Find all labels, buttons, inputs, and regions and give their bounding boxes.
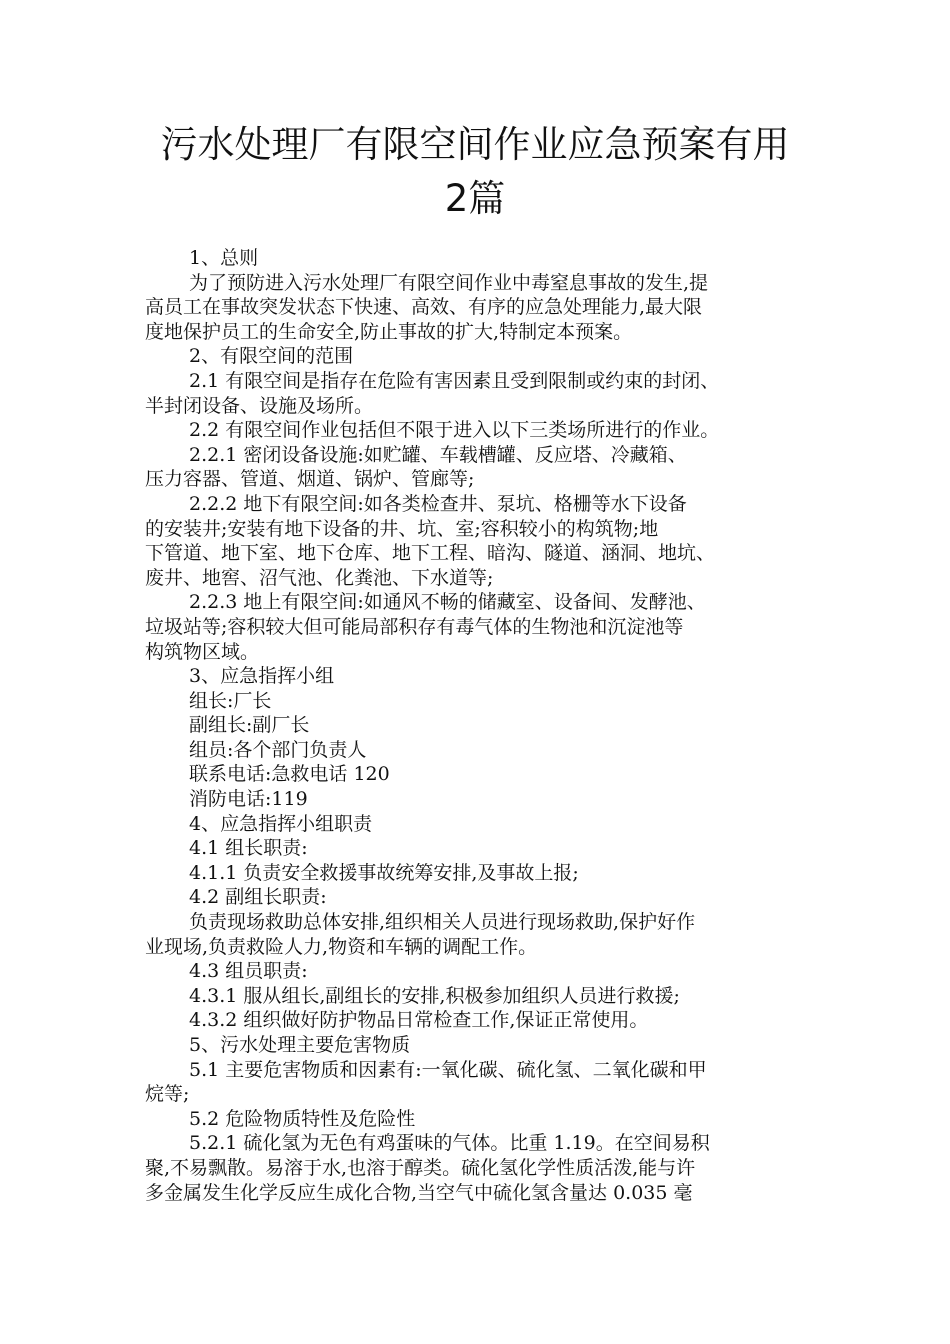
document-title	[0, 118, 950, 226]
text-line: 组长:厂长	[189, 689, 272, 712]
text-line: 5.2 危险物质特性及危险性	[189, 1107, 416, 1130]
text-line: 4.1.1 负责安全救援事故统筹安排,及事故上报;	[189, 861, 579, 884]
text-line: 2.1 有限空间是指存在危险有害因素且受到限制或约束的封闭、	[189, 369, 720, 392]
text-line: 4.1 组长职责:	[189, 837, 308, 860]
text-line: 2、有限空间的范围	[189, 345, 354, 368]
text-line: 组员:各个部门负责人	[189, 738, 367, 761]
text-line: 4.3.2 组织做好防护物品日常检查工作,保证正常使用。	[189, 1009, 649, 1032]
text-line: 5.1 主要危害物质和因素有:一氧化碳、硫化氢、二氧化碳和甲	[189, 1058, 707, 1081]
text-line: 消防电话:119	[189, 788, 308, 811]
text-line: 4.3 组员职责:	[189, 960, 308, 983]
text-line: 的安装井;安装有地下设备的井、坑、室;容积较小的构筑物;地	[145, 517, 659, 540]
title-line-2: 2篇	[444, 177, 506, 220]
text-line: 2.2 有限空间作业包括但不限于进入以下三类场所进行的作业。	[189, 419, 720, 442]
text-line: 半封闭设备、设施及场所。	[145, 394, 374, 417]
text-line: 为了预防进入污水处理厂有限空间作业中毒窒息事故的发生,提	[189, 271, 709, 294]
text-line: 业现场,负责救险人力,物资和车辆的调配工作。	[145, 935, 538, 958]
text-line: 高员工在事故突发状态下快速、高效、有序的应急处理能力,最大限	[145, 296, 703, 319]
text-line: 聚,不易飘散。易溶于水,也溶于醇类。硫化氢化学性质活泼,能与许	[145, 1156, 696, 1179]
text-line: 2.2.1 密闭设备设施:如贮罐、车载槽罐、反应塔、冷藏箱、	[189, 443, 687, 466]
text-line: 1、总则	[189, 247, 259, 269]
text-line: 压力容器、管道、烟道、锅炉、管廊等;	[145, 468, 475, 491]
text-line: 4.3.1 服从组长,副组长的安排,积极参加组织人员进行救援;	[189, 984, 680, 1007]
text-line: 下管道、地下室、地下仓库、地下工程、暗沟、隧道、涵洞、地坑、	[145, 542, 716, 565]
text-line: 5.2.1 硫化氢为无色有鸡蛋味的气体。比重 1.19。在空间易积	[189, 1132, 710, 1155]
text-line: 垃圾站等;容积较大但可能局部积存有毒气体的生物池和沉淀池等	[145, 615, 684, 638]
text-line: 4.2 副组长职责:	[189, 886, 327, 909]
text-line: 烷等;	[145, 1083, 190, 1106]
text-line: 3、应急指挥小组	[189, 665, 335, 688]
text-line: 2.2.2 地下有限空间:如各类检查井、泵坑、格栅等水下设备	[189, 492, 687, 515]
text-line: 联系电话:急救电话 120	[189, 763, 390, 786]
text-line: 负责现场救助总体安排,组织相关人员进行现场救助,保护好作	[189, 911, 696, 934]
text-line: 构筑物区域。	[145, 640, 260, 663]
text-line: 5、污水处理主要危害物质	[189, 1034, 411, 1056]
text-line: 副组长:副厂长	[189, 714, 310, 737]
title-line-1: 污水处理厂有限空间作业应急预案有用	[160, 123, 790, 166]
text-line: 废井、地窖、沼气池、化粪池、下水道等;	[145, 566, 494, 589]
document-body	[145, 246, 817, 1205]
text-line: 度地保护员工的生命安全,防止事故的扩大,特制定本预案。	[145, 320, 633, 343]
text-line: 2.2.3 地上有限空间:如通风不畅的储藏室、设备间、发酵池、	[189, 591, 706, 614]
text-line: 多金属发生化学反应生成化合物,当空气中硫化氢含量达 0.035 毫	[145, 1181, 693, 1204]
text-line: 4、应急指挥小组职责	[189, 812, 373, 835]
